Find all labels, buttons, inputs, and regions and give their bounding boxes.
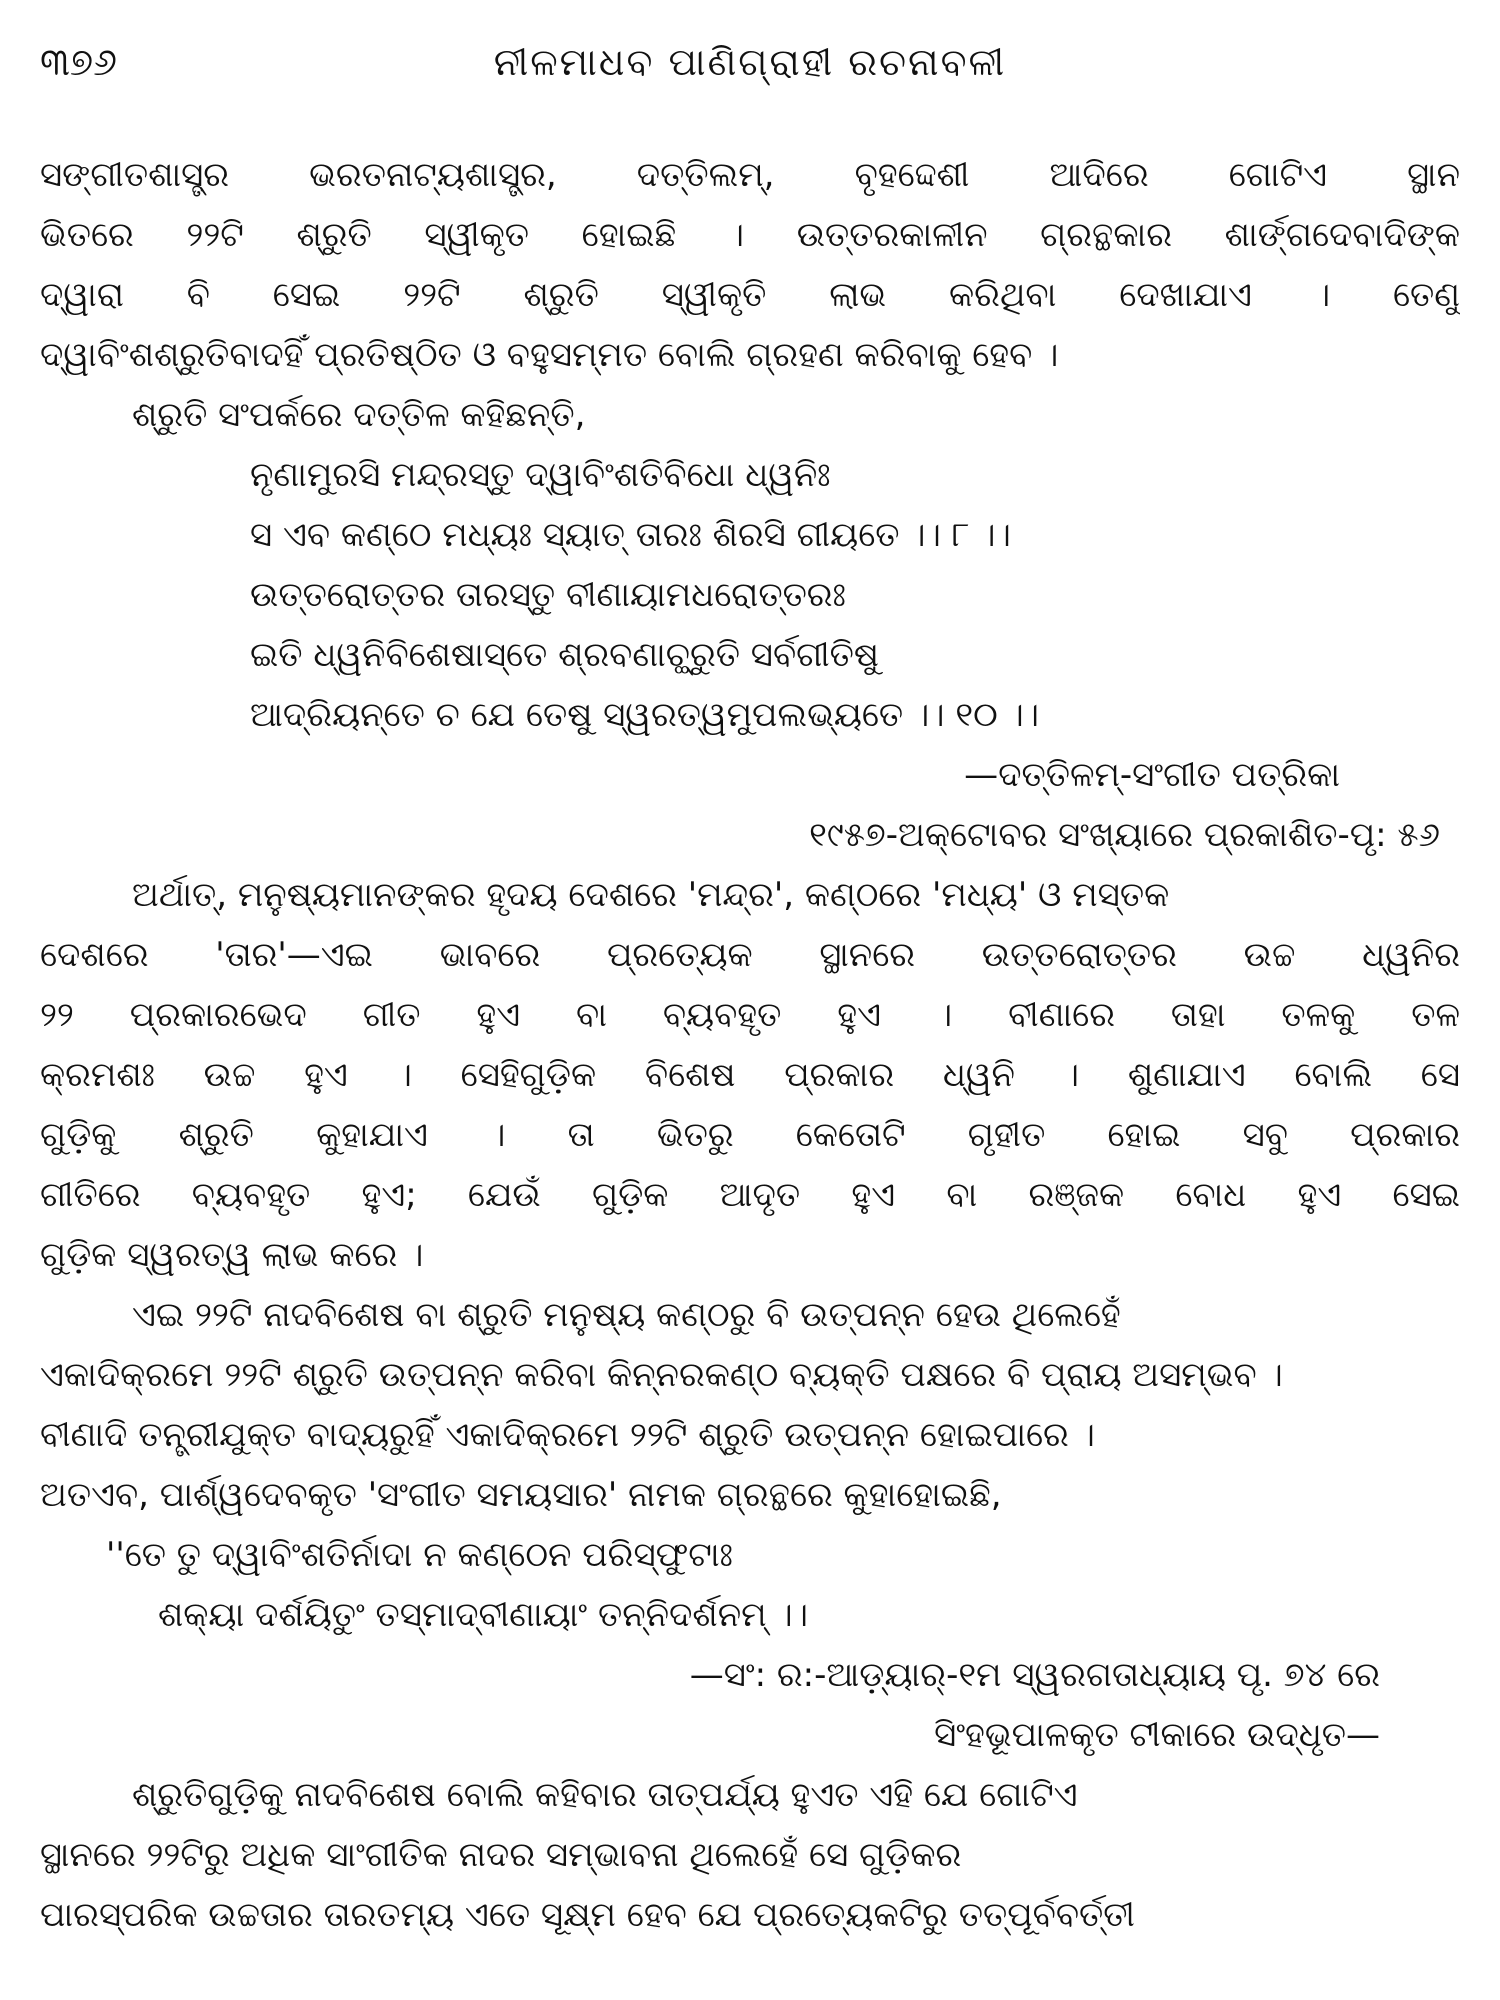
text-line: ଅତଏବ, ପାର୍ଶ୍ୱଦେବକୃତ 'ସଂଗୀତ ସମୟସାର' ନାମକ ଗ୍ରନ୍ଥରେ କୁହାହୋଇଛି,	[40, 1475, 1002, 1515]
verse-line: ନୃଣାମୁରସି ମନ୍ଦ୍ରସ୍ତୁ ଦ୍ୱାବିଂଶତିବିଧୋ ଧ୍ୱନିଃ	[250, 455, 831, 495]
text-line: ଦେଶରେ 'ତାର'—ଏଇ ଭାବରେ ପ୍ରତ୍ୟେକ ସ୍ଥାନରେ ଉତ୍ତରୋତ୍ତର ଉଚ୍ଚ ଧ୍ୱନିର	[40, 935, 1460, 975]
text-line: ଗୀତିରେ ବ୍ୟବହୃତ ହୁଏ; ଯେଉଁ ଗୁଡ଼ିକ ଆଦୃତ ହୁଏ ବା ରଞ୍ଜକ ବୋଧ ହୁଏ ସେଇ	[40, 1175, 1460, 1215]
text-line: ବୀଣାଦି ତନ୍ତ୍ରୀଯୁକ୍ତ ବାଦ୍ୟରୁହିଁ ଏକାଦିକ୍ରମେ ୨୨ଟି ଶ୍ରୁତି ଉତ୍ପନ୍ନ ହୋଇପାରେ ।	[40, 1415, 1095, 1455]
body-text	[40, 145, 1460, 1945]
text-line: ଗୁଡ଼ିକ ସ୍ୱରତ୍ୱ ଲାଭ କରେ ।	[40, 1235, 424, 1275]
page-header	[40, 40, 1460, 96]
verse-line: ଉତ୍ତରୋତ୍ତର ତାରସ୍ତୁ ବୀଣାୟାମଧରୋତ୍ତରଃ	[250, 575, 846, 615]
text-line: ୨୨ ପ୍ରକାରଭେଦ ଗୀତ ହୁଏ ବା ବ୍ୟବହୃତ ହୁଏ । ବୀଣାରେ ତାହା ତଳକୁ ତଳ	[40, 995, 1460, 1035]
text-line: ଗୁଡ଼ିକୁ ଶ୍ରୁତି କୁହାଯାଏ । ତା ଭିତରୁ କେତୋଟି ଗୃହୀତ ହୋଇ ସବୁ ପ୍ରକାର	[40, 1115, 1460, 1155]
text-line: ସଙ୍ଗୀତଶାସ୍ତ୍ର ଭରତନାଟ୍ୟଶାସ୍ତ୍ର, ଦତ୍ତିଲମ୍, ବୃହଦ୍ଦେଶୀ ଆଦିରେ ଗୋଟିଏ ସ୍ଥାନ	[40, 155, 1460, 195]
text-line: ଅର୍ଥାତ୍, ମନୁଷ୍ୟମାନଙ୍କର ହୃଦୟ ଦେଶରେ 'ମନ୍ଦ୍ର', କଣ୍ଠରେ 'ମଧ୍ୟ' ଓ ମସ୍ତକ	[132, 875, 1170, 915]
text-line: ସ୍ଥାନରେ ୨୨ଟିରୁ ଅଧିକ ସାଂଗୀତିକ ନାଦର ସମ୍ଭାବନା ଥିଲେହେଁ ସେ ଗୁଡ଼ିକର	[40, 1835, 962, 1875]
text-line: ଏଇ ୨୨ଟି ନାଦବିଶେଷ ବା ଶ୍ରୁତି ମନୁଷ୍ୟ କଣ୍ଠରୁ ବି ଉତ୍ପନ୍ନ ହେଉ ଥିଲେହେଁ	[132, 1295, 1121, 1335]
running-title: ନୀଳମାଧବ ପାଣିଗ୍ରାହୀ ରଚନାବଳୀ	[493, 40, 1007, 84]
verse-line: ସ ଏବ କଣ୍ଠେ ମଧ୍ୟଃ ସ୍ୟାତ୍ ତାରଃ ଶିରସି ଗୀୟତେ ।। ୮ ।।	[250, 515, 1011, 555]
text-line: କ୍ରମଶଃ ଉଚ୍ଚ ହୁଏ । ସେହିଗୁଡ଼ିକ ବିଶେଷ ପ୍ରକାର ଧ୍ୱନି । ଶୁଣାଯାଏ ବୋଲି ସେ	[40, 1055, 1460, 1095]
text-line: ଶ୍ରୁତିଗୁଡ଼ିକୁ ନାଦବିଶେଷ ବୋଲି କହିବାର ତାତ୍ପର୍ଯ୍ୟ ହୁଏତ ଏହି ଯେ ଗୋଟିଏ	[132, 1775, 1078, 1815]
verse-line: ଇତି ଧ୍ୱନିବିଶେଷାସ୍ତେ ଶ୍ରବଣାଚ୍ଛ୍ରୁତି ସର୍ବଗୀତିଷୁ	[250, 635, 879, 675]
citation-line: —ସଂ: ର:-ଆଡ଼୍ୟାର୍-୧ମ ସ୍ୱରଗତାଧ୍ୟାୟ ପୃ. ୭୪ ରେ	[689, 1655, 1380, 1695]
text-line: ଦ୍ୱାରା ବି ସେଇ ୨୨ଟି ଶ୍ରୁତି ସ୍ୱୀକୃତି ଲାଭ କରିଥିବା ଦେଖାଯାଏ । ତେଣୁ	[40, 275, 1460, 315]
citation-line: ୧୯୫୭-ଅକ୍ଟୋବର ସଂଖ୍ୟାରେ ପ୍ରକାଶିତ-ପୃ: ୫୬	[809, 815, 1440, 855]
citation-line: —ଦତ୍ତିଳମ୍-ସଂଗୀତ ପତ୍ରିକା	[964, 755, 1340, 795]
quote-line: ଶକ୍ୟା ଦର୍ଶୟିତୁଂ ତସ୍ମାଦ୍‌ବୀଣାୟାଂ ତନ୍ନିଦର୍ଶନମ୍ ।।	[158, 1595, 808, 1635]
verse-line: ଆଦ୍ରିୟନ୍ତେ ଚ ଯେ ତେଷୁ ସ୍ୱରତ୍ୱମୁପଲଭ୍ୟତେ ।। ୧୦ ।।	[250, 695, 1040, 735]
text-line: ଏକାଦିକ୍ରମେ ୨୨ଟି ଶ୍ରୁତି ଉତ୍ପନ୍ନ କରିବା କିନ୍ନରକଣ୍ଠ ବ୍ୟକ୍ତି ପକ୍ଷରେ ବି ପ୍ରାୟ ଅସମ୍ଭବ ।	[40, 1355, 1283, 1395]
text-line: ଶ୍ରୁତି ସଂପର୍କରେ ଦତ୍ତିଳ କହିଛନ୍ତି,	[132, 395, 586, 435]
text-line: ଦ୍ୱାବିଂଶଶ୍ରୁତିବାଦହିଁ ପ୍ରତିଷ୍ଠିତ ଓ ବହୁସମ୍ମତ ବୋଲି ଗ୍ରହଣ କରିବାକୁ ହେବ ।	[40, 335, 1059, 375]
page-number: ୩୭୬	[40, 40, 117, 84]
text-line: ପାରସ୍ପରିକ ଉଚ୍ଚତାର ତାରତମ୍ୟ ଏତେ ସୂକ୍ଷ୍ମ ହେବ ଯେ ପ୍ରତ୍ୟେକଟିରୁ ତତ୍ପୂର୍ବବର୍ତ୍ତୀ	[40, 1895, 1135, 1935]
citation-line: ସିଂହଭୂପାଳକୃତ ଟୀକାରେ ଉଦ୍ଧୃତ—	[934, 1715, 1380, 1755]
text-line: ଭିତରେ ୨୨ଟି ଶ୍ରୁତି ସ୍ୱୀକୃତ ହୋଇଛି । ଉତ୍ତରକାଳୀନ ଗ୍ରନ୍ଥକାର ଶାର୍ଙ୍ଗଦେବାଦିଙ୍କ	[40, 215, 1460, 255]
quote-line: ''ତେ ତୁ ଦ୍ୱାବିଂଶତିର୍ନାଦା ନ କଣ୍ଠେନ ପରିସ୍ଫୁଟାଃ	[106, 1535, 733, 1575]
